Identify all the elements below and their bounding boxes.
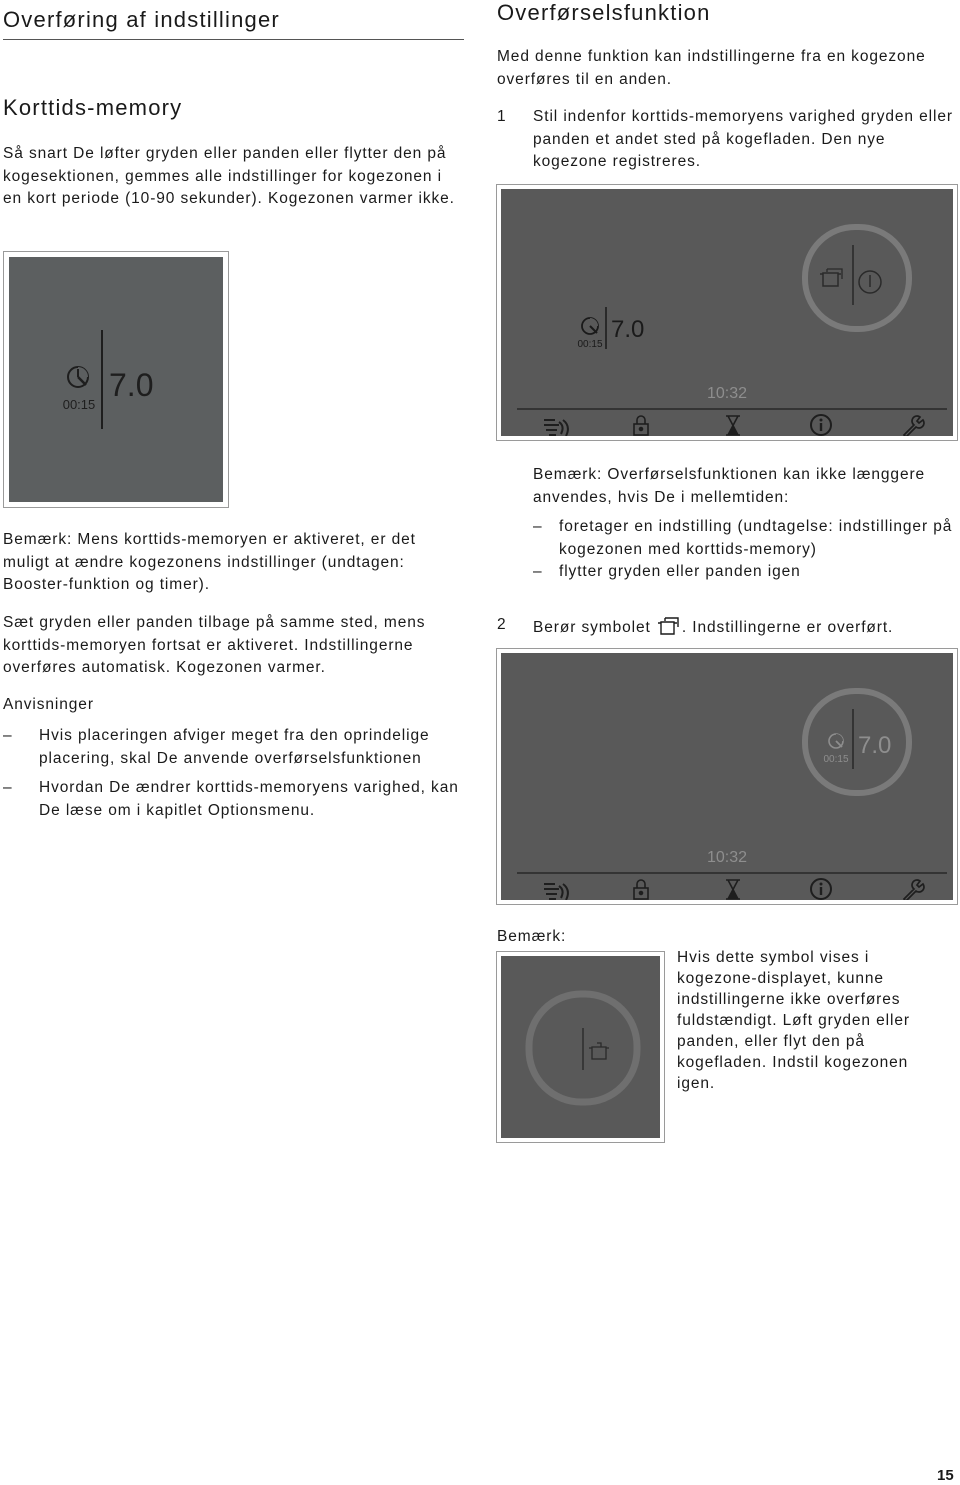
section-heading-short-memory: Korttids-memory (3, 95, 183, 120)
dash: – (3, 779, 13, 796)
clock-display: 10:32 (706, 849, 748, 866)
display-timer: 00:15 (823, 754, 849, 765)
transfer-intro: Med denne funktion kan indstillingerne fra en kogezone overføres til en anden. (497, 48, 926, 88)
display-timer: 00:15 (577, 339, 603, 350)
hourglass-icon[interactable] (726, 880, 740, 899)
pot-icon (589, 1043, 609, 1059)
wipe-protect-icon[interactable] (544, 884, 568, 900)
page-heading: Overføring af indstillinger (3, 7, 280, 32)
display-power-level: 7.0 (611, 316, 645, 343)
step-2-text: Berør symbolet . Indstillingerne er overført. (533, 614, 957, 640)
short-memory-paragraph: Sæt gryden eller panden tilbage på samme sted, mens korttids-memoryen fortsat er aktiveret. Indstillingerne overføres automatisk. Kogezonen varmer. (3, 614, 426, 676)
dash: – (533, 563, 543, 580)
list-item: – Hvis placeringen afviger meget fra den oprindelige placering, skal De anvende overførselsfunktionen (3, 727, 430, 767)
wrench-icon[interactable] (904, 416, 924, 436)
pot-symbol-figure (496, 951, 665, 1143)
info-icon[interactable] (811, 415, 831, 435)
dash: – (3, 727, 13, 744)
transfer-note (533, 464, 957, 509)
cooking-zone-display (501, 956, 660, 1138)
cooktop-display (501, 653, 953, 900)
heading-rule (3, 39, 464, 40)
transfer-display-figure (496, 184, 958, 441)
list-item: – flytter gryden eller panden igen (533, 561, 957, 584)
list-item: – foretager en indstilling (undtagelse: indstillinger på kogezonen med korttids-memory) (533, 518, 953, 558)
hints-heading: Anvisninger (3, 696, 94, 713)
display-timer: 00:15 (62, 397, 96, 412)
note-label: Bemærk: (533, 466, 603, 483)
wipe-protect-icon[interactable] (544, 420, 568, 436)
short-memory-intro: Så snart De løfter gryden eller panden eller flytter den på kogesektionen, gemmes alle indstillinger for kogezonen i en kort periode (10-90 sekunder). Kogezonen varmer ikke. (3, 145, 455, 207)
step-1-number: 1 (497, 108, 507, 125)
power-icon[interactable] (859, 271, 881, 293)
dash: – (533, 518, 543, 535)
wrench-icon[interactable] (904, 880, 924, 900)
pot-transfer-icon (656, 614, 682, 636)
page-number: 15 (937, 1467, 954, 1484)
list-item: – Hvordan De ændrer korttids-memoryens varighed, kan De læse om i kapitlet Optionsmenu. (3, 779, 459, 819)
note-label: Bemærk: (3, 531, 73, 548)
clock-display: 10:32 (706, 385, 748, 402)
short-memory-display-figure (3, 251, 229, 508)
pot-transfer-icon[interactable] (820, 269, 842, 286)
cooktop-display (501, 189, 953, 436)
lock-icon[interactable] (634, 416, 648, 435)
short-memory-note (3, 529, 465, 597)
note-text: Overførselsfunktionen kan ikke længgere anvendes, hvis De i mellemtiden: (533, 466, 926, 506)
bottom-note-text: Hvis dette symbol vises i kogezone-displayet, kunne indstillingerne ikke overføres fuldstændigt. Løft gryden eller panden, eller flyt den på kogefladen. Indstil kogezonen igen. (677, 949, 910, 1092)
display-power-level: 7.0 (109, 367, 154, 403)
info-icon[interactable] (811, 879, 831, 899)
timer-icon (68, 367, 88, 387)
transfer-complete-display-figure (496, 648, 958, 905)
note-text: Mens korttids-memoryen er aktiveret, er det muligt at ændre kogezonens indstillinger (undtagen: Booster-funktion og timer). (3, 531, 416, 593)
hints-list (3, 725, 465, 822)
step-2-number: 2 (497, 616, 507, 633)
cooking-zone-display (9, 257, 223, 502)
timer-icon (829, 734, 843, 748)
lock-icon[interactable] (634, 880, 648, 899)
timer-icon (582, 318, 598, 334)
transfer-heading: Overførselsfunktion (497, 0, 711, 25)
hourglass-icon[interactable] (726, 416, 740, 435)
bottom-note-label: Bemærk: (497, 928, 567, 945)
display-power-level: 7.0 (858, 732, 892, 759)
step-1-text: Stil indenfor korttids-memoryens varighed gryden eller panden et andet sted på kogefladen. Den nye kogezone registreres. (533, 108, 953, 170)
transfer-note-list (533, 516, 957, 584)
